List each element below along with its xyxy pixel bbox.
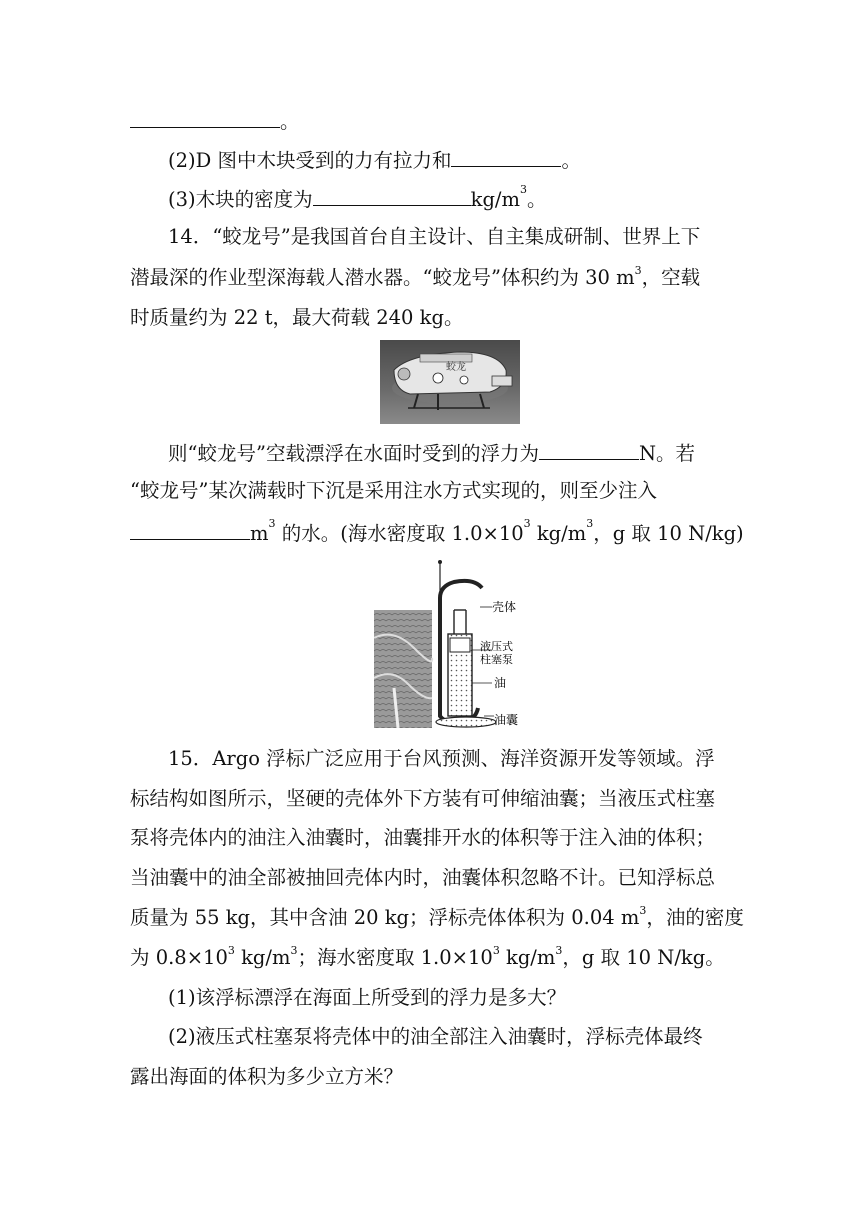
submarine-photo (380, 340, 520, 424)
argo-float-diagram (374, 558, 544, 730)
q15-part2: (2)液压式柱塞泵将壳体中的油全部注入油囊时，浮标壳体最终 (168, 1025, 703, 1048)
q15-part1: (1)该浮标漂浮在海面上所受到的浮力是多大？ (168, 986, 567, 1009)
q14-line3: 时质量约为 22 t，最大荷载 240 kg。 (130, 306, 464, 329)
q13-part3: (3)木块的密度为 $kg/m^3$。 (168, 183, 547, 211)
q15-part2-continued: 露出海面的体积为多少立方米？ (130, 1065, 404, 1088)
q14-line2: 潜最深的作业型深海载人潜水器。“蛟龙号”体积约为 30 $m^3$，空载 (130, 264, 701, 289)
answer-blank[interactable] (539, 441, 639, 460)
submarine-label: 蛟龙 (446, 362, 466, 373)
label-shell: 壳体 (492, 600, 517, 614)
answer-blank[interactable] (451, 148, 561, 167)
answer-blank[interactable] (313, 187, 471, 206)
q13-continuation: 。 (130, 109, 300, 132)
q14-line6: $m^3$ 的水。(海水密度取 $1.0\times 10^3$ $kg/m^3$，g 取 10 N/kg) (130, 521, 744, 544)
q15-line3: 泵将壳体内的油注入油囊时，油囊排开水的体积等于注入油的体积； (130, 826, 716, 849)
q13-part2: (2)D 图中木块受到的力有拉力和 。 (168, 149, 581, 172)
q15-line6: 为 $0.8\times 10^3$ $kg/m^3$；海水密度取 $1.0\times 10^3$ $kg/m^3$，g 取 10 N/kg。 (130, 944, 725, 969)
label-oil-bag: 油囊 (494, 713, 519, 727)
sea-background (374, 610, 432, 728)
label-pump-line1: 液压式 (480, 640, 513, 653)
answer-blank[interactable] (130, 521, 250, 540)
label-pump-line2: 柱塞泵 (480, 653, 513, 666)
q15-line2: 标结构如图所示，坚硬的壳体外下方装有可伸缩油囊；当液压式柱塞 (130, 787, 716, 810)
q14-line4: 则“蛟龙号”空载漂浮在水面时受到的浮力为 N。若 (168, 442, 696, 465)
q15-line4: 当油囊中的油全部被抽回壳体内时，油囊体积忽略不计。已知浮标总 (130, 866, 716, 889)
q14-line1: 14．“蛟龙号”是我国首台自主设计、自主集成研制、世界上下 (168, 225, 701, 248)
answer-blank[interactable] (130, 109, 280, 128)
label-oil: 油 (494, 676, 507, 690)
q15-line5: 质量为 55 kg，其中含油 20 kg；浮标壳体体积为 0.04 $m^3$，油的密度 (130, 904, 744, 929)
q14-line5: “蛟龙号”某次满载时下沉是采用注水方式实现的，则至少注入 (130, 479, 657, 502)
oil-bag (436, 717, 496, 727)
q15-line1: 15．Argo 浮标广泛应用于台风预测、海洋资源开发等领域。浮 (168, 747, 715, 770)
